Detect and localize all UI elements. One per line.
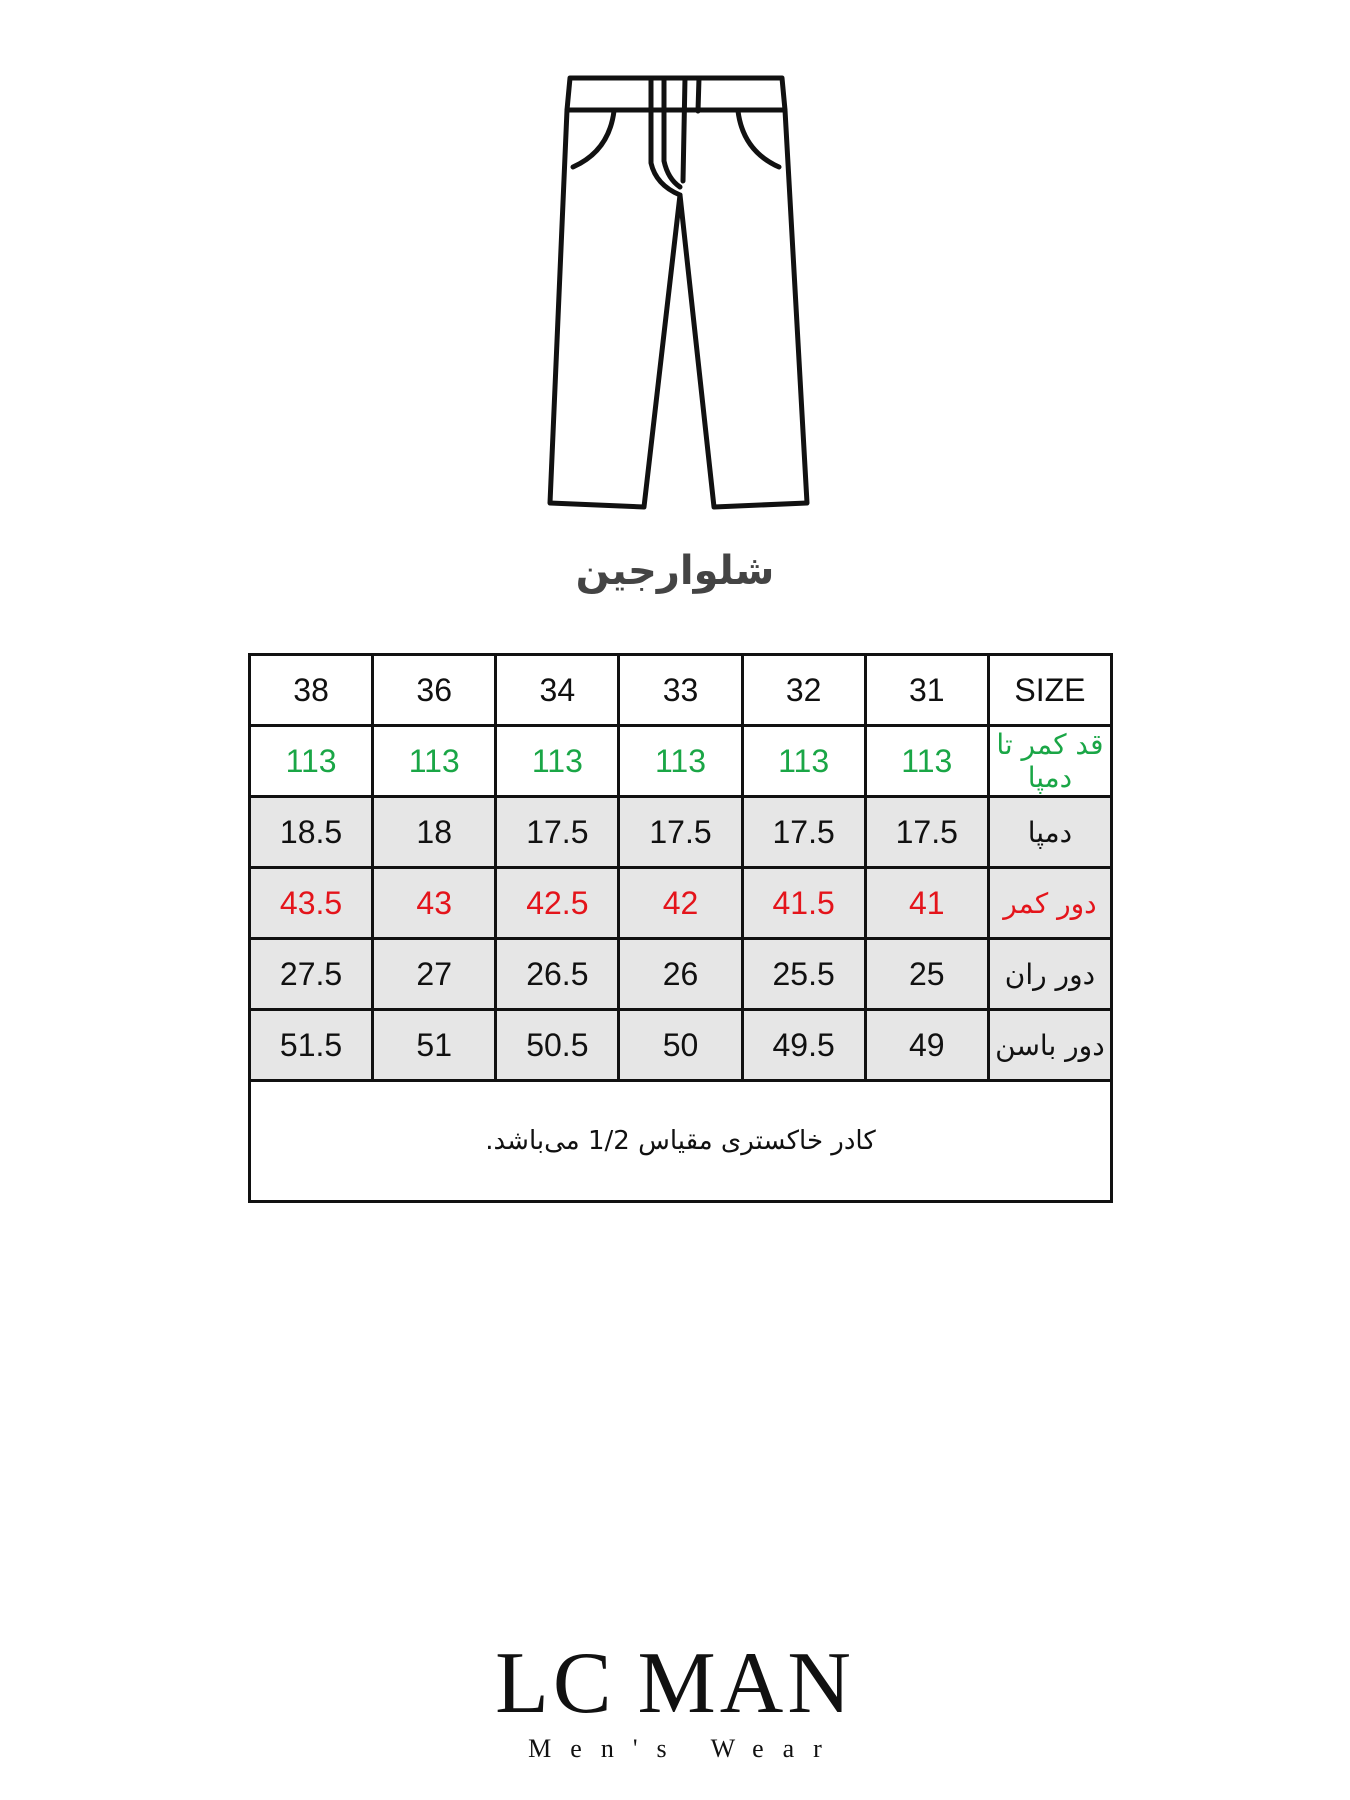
product-title: شلوارجین xyxy=(575,548,775,594)
table-cell: 27.5 xyxy=(250,939,373,1010)
jeans-trousers-icon xyxy=(545,75,815,525)
size-header-row xyxy=(250,655,1112,726)
table-cell: 51 xyxy=(373,1010,496,1081)
table-cell: 113 xyxy=(619,726,742,797)
size-header-cell: 34 xyxy=(496,655,619,726)
table-cell: 25 xyxy=(865,939,988,1010)
waist-row xyxy=(250,868,1112,939)
table-cell: 42 xyxy=(619,868,742,939)
table-cell: 113 xyxy=(250,726,373,797)
brand-logo-left: LC xyxy=(495,1635,616,1732)
table-cell: 43 xyxy=(373,868,496,939)
brand-logo-wordmark xyxy=(0,1635,1350,1732)
size-header-cell: 32 xyxy=(742,655,865,726)
table-cell: 18.5 xyxy=(250,797,373,868)
size-header-cell: 36 xyxy=(373,655,496,726)
table-cell: 50 xyxy=(619,1010,742,1081)
table-cell: 49 xyxy=(865,1010,988,1081)
size-header-label: SIZE xyxy=(988,655,1111,726)
leg-opening-row xyxy=(250,797,1112,868)
brand-logo-right: MAN xyxy=(637,1635,855,1732)
table-cell: 113 xyxy=(865,726,988,797)
table-cell: 27 xyxy=(373,939,496,1010)
table-cell: 50.5 xyxy=(496,1010,619,1081)
size-header-cell: 38 xyxy=(250,655,373,726)
table-cell: 17.5 xyxy=(496,797,619,868)
row-label: قد کمر تا دمپا xyxy=(988,726,1111,797)
row-label: دور کمر xyxy=(988,868,1111,939)
table-cell: 113 xyxy=(742,726,865,797)
row-label: دور ران xyxy=(988,939,1111,1010)
size-header-cell: 33 xyxy=(619,655,742,726)
table-cell: 26.5 xyxy=(496,939,619,1010)
table-cell: 51.5 xyxy=(250,1010,373,1081)
inseam-length-row xyxy=(250,726,1112,797)
brand-tagline: Men's Wear xyxy=(528,1734,841,1763)
table-cell: 26 xyxy=(619,939,742,1010)
row-label: دمپا xyxy=(988,797,1111,868)
table-cell: 113 xyxy=(496,726,619,797)
table-cell: 42.5 xyxy=(496,868,619,939)
note-row xyxy=(250,1081,1112,1202)
table-cell: 49.5 xyxy=(742,1010,865,1081)
row-label: دور باسن xyxy=(988,1010,1111,1081)
table-cell: 18 xyxy=(373,797,496,868)
table-note: کادر خاکستری مقیاس 1/2 می‌باشد. xyxy=(250,1081,1112,1202)
brand-logo xyxy=(0,1635,1350,1764)
table-cell: 17.5 xyxy=(865,797,988,868)
thigh-row xyxy=(250,939,1112,1010)
table-cell: 17.5 xyxy=(619,797,742,868)
table-cell: 41 xyxy=(865,868,988,939)
hip-row xyxy=(250,1010,1112,1081)
size-header-cell: 31 xyxy=(865,655,988,726)
size-table xyxy=(248,653,1113,1203)
table-cell: 113 xyxy=(373,726,496,797)
table-cell: 43.5 xyxy=(250,868,373,939)
table-cell: 17.5 xyxy=(742,797,865,868)
table-cell: 25.5 xyxy=(742,939,865,1010)
table-cell: 41.5 xyxy=(742,868,865,939)
